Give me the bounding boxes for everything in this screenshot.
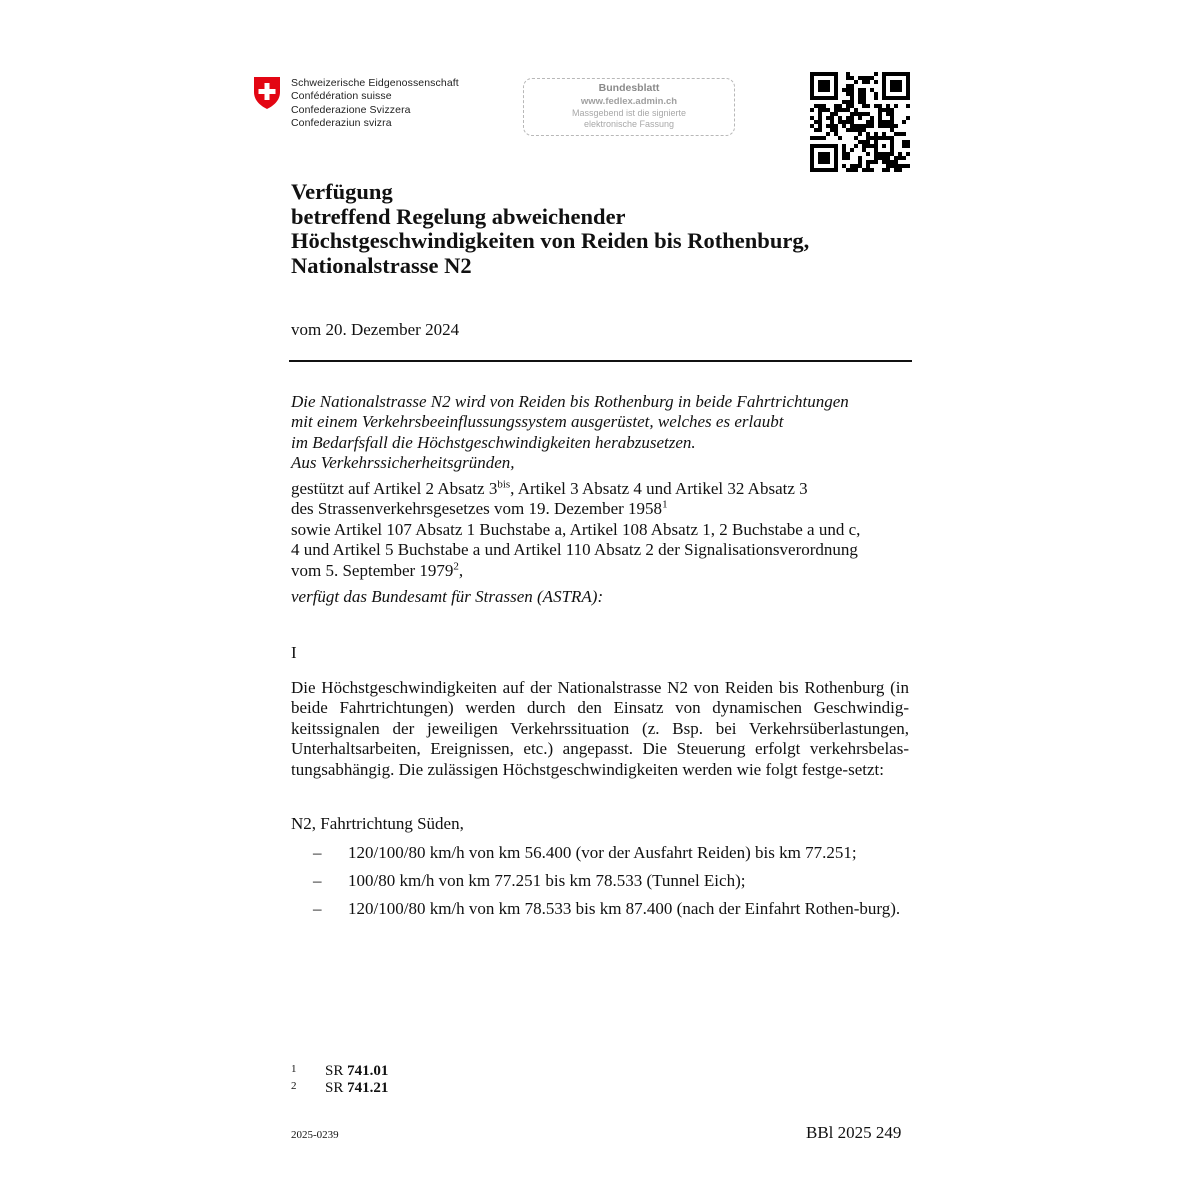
confederation-names <box>291 77 459 131</box>
footnote-text <box>325 1080 388 1096</box>
footnote-ref[interactable]: 741.21 <box>347 1080 389 1096</box>
list-dash: – <box>313 871 322 890</box>
qr-code-icon <box>810 72 910 172</box>
footnote-prefix: SR <box>325 1063 348 1079</box>
title-line-2: betreffend Regelung abweichender <box>291 203 626 229</box>
preamble <box>291 392 911 474</box>
document-title <box>291 180 809 278</box>
list-item-text: 100/80 km/h von km 77.251 bis km 78.533 (Tunnel Eich); <box>348 871 746 890</box>
footnote-text <box>325 1063 388 1079</box>
footnote-ref-1[interactable]: 1 <box>662 498 668 511</box>
preamble-line: Aus Verkehrssicherheitsgründen, <box>291 453 515 473</box>
main-paragraph: Die Höchstgeschwindigkeiten auf der Nationalstrasse N2 von Reiden bis Rothenburg (in beide Fahrtrichtungen) werden durch den Einsatz von dynamischen Geschwindig-keitssignalen der jeweiligen Verkehrssituation (z. Bsp. bei Verkehrsüberlastungen, Unterhaltsarbeiten, Ereignissen, etc.) angepasst. Die Steuerung erfolgt verkehrsbelas-tungsabhängig. Die zulässigen Höchstgeschwindigkeiten werden wie folgt festge-setzt: <box>291 678 909 779</box>
document-number: 2025-0239 <box>291 1129 339 1141</box>
direction-heading: N2, Fahrtrichtung Süden, <box>291 814 464 833</box>
confederation-line-fr: Confédération suisse <box>291 90 392 103</box>
footnote-number: 2 <box>291 1080 297 1092</box>
stamp-title: Bundesblatt <box>598 82 660 94</box>
legal-basis <box>291 479 911 581</box>
list-dash: – <box>313 843 322 862</box>
list-item-text: 120/100/80 km/h von km 78.533 bis km 87.400 (nach der Einfahrt Rothen-burg). <box>348 899 901 918</box>
legal-text: , Artikel 3 Absatz 4 und Artikel 32 Absatz 3 <box>510 479 808 498</box>
legal-line: sowie Artikel 107 Absatz 1 Buchstabe a, Artikel 108 Absatz 1, 2 Buchstabe a und c, <box>291 519 861 539</box>
stamp-note-1: Massgebend ist die signierte <box>571 108 687 118</box>
title-divider <box>289 360 912 362</box>
legal-line <box>291 499 911 519</box>
list-item-text: 120/100/80 km/h von km 56.400 (vor der Ausfahrt Reiden) bis km 77.251; <box>348 843 857 862</box>
bundesblatt-stamp <box>523 78 735 136</box>
list-dash: – <box>313 899 322 918</box>
legal-text: , <box>458 560 464 580</box>
title-line-3: Höchstgeschwindigkeiten von Reiden bis Rothenburg, <box>291 228 810 253</box>
legal-text: vom 5. September 1979 <box>291 560 454 580</box>
confederation-line-rm: Confederaziun svizra <box>291 117 392 130</box>
footnote-number: 1 <box>291 1063 297 1075</box>
legal-text: gestützt auf Artikel 2 Absatz 3 <box>291 479 498 498</box>
title-line-1: Verfügung <box>291 179 393 204</box>
bbl-reference: BBl 2025 249 <box>806 1123 902 1142</box>
legal-line <box>291 479 911 499</box>
preamble-line: mit einem Verkehrsbeeinflussungssystem ausgerüstet, welches es erlaubt <box>291 412 784 432</box>
document-date: vom 20. Dezember 2024 <box>291 320 460 339</box>
verfuegt-line: verfügt das Bundesamt für Strassen (ASTRA): <box>291 587 604 606</box>
legal-text: des Strassenverkehrsgesetzes vom 19. Dezember 1958 <box>291 499 663 519</box>
confederation-line-de: Schweizerische Eidgenossenschaft <box>291 77 459 89</box>
preamble-line: Die Nationalstrasse N2 wird von Reiden bis Rothenburg in beide Fahrtrichtungen <box>291 392 849 411</box>
stamp-note-2: elektronische Fassung <box>583 119 675 129</box>
footnote-ref[interactable]: 741.01 <box>347 1063 389 1079</box>
stamp-url[interactable]: www.fedlex.admin.ch <box>580 96 678 107</box>
footnote-prefix: SR <box>325 1080 348 1096</box>
section-number: I <box>291 643 297 662</box>
confederation-line-it: Confederazione Svizzera <box>291 103 411 116</box>
title-line-4: Nationalstrasse N2 <box>291 252 472 278</box>
superscript-bis: bis <box>497 478 511 491</box>
legal-line: 4 und Artikel 5 Buchstabe a und Artikel 110 Absatz 2 der Signalisationsverordnung <box>291 540 858 560</box>
preamble-line: im Bedarfsfall die Höchstgeschwindigkeiten herabzusetzen. <box>291 432 696 452</box>
swiss-coat-of-arms-icon <box>252 76 282 110</box>
legal-line <box>291 561 911 581</box>
footnote-ref-2[interactable]: 2 <box>453 559 459 572</box>
